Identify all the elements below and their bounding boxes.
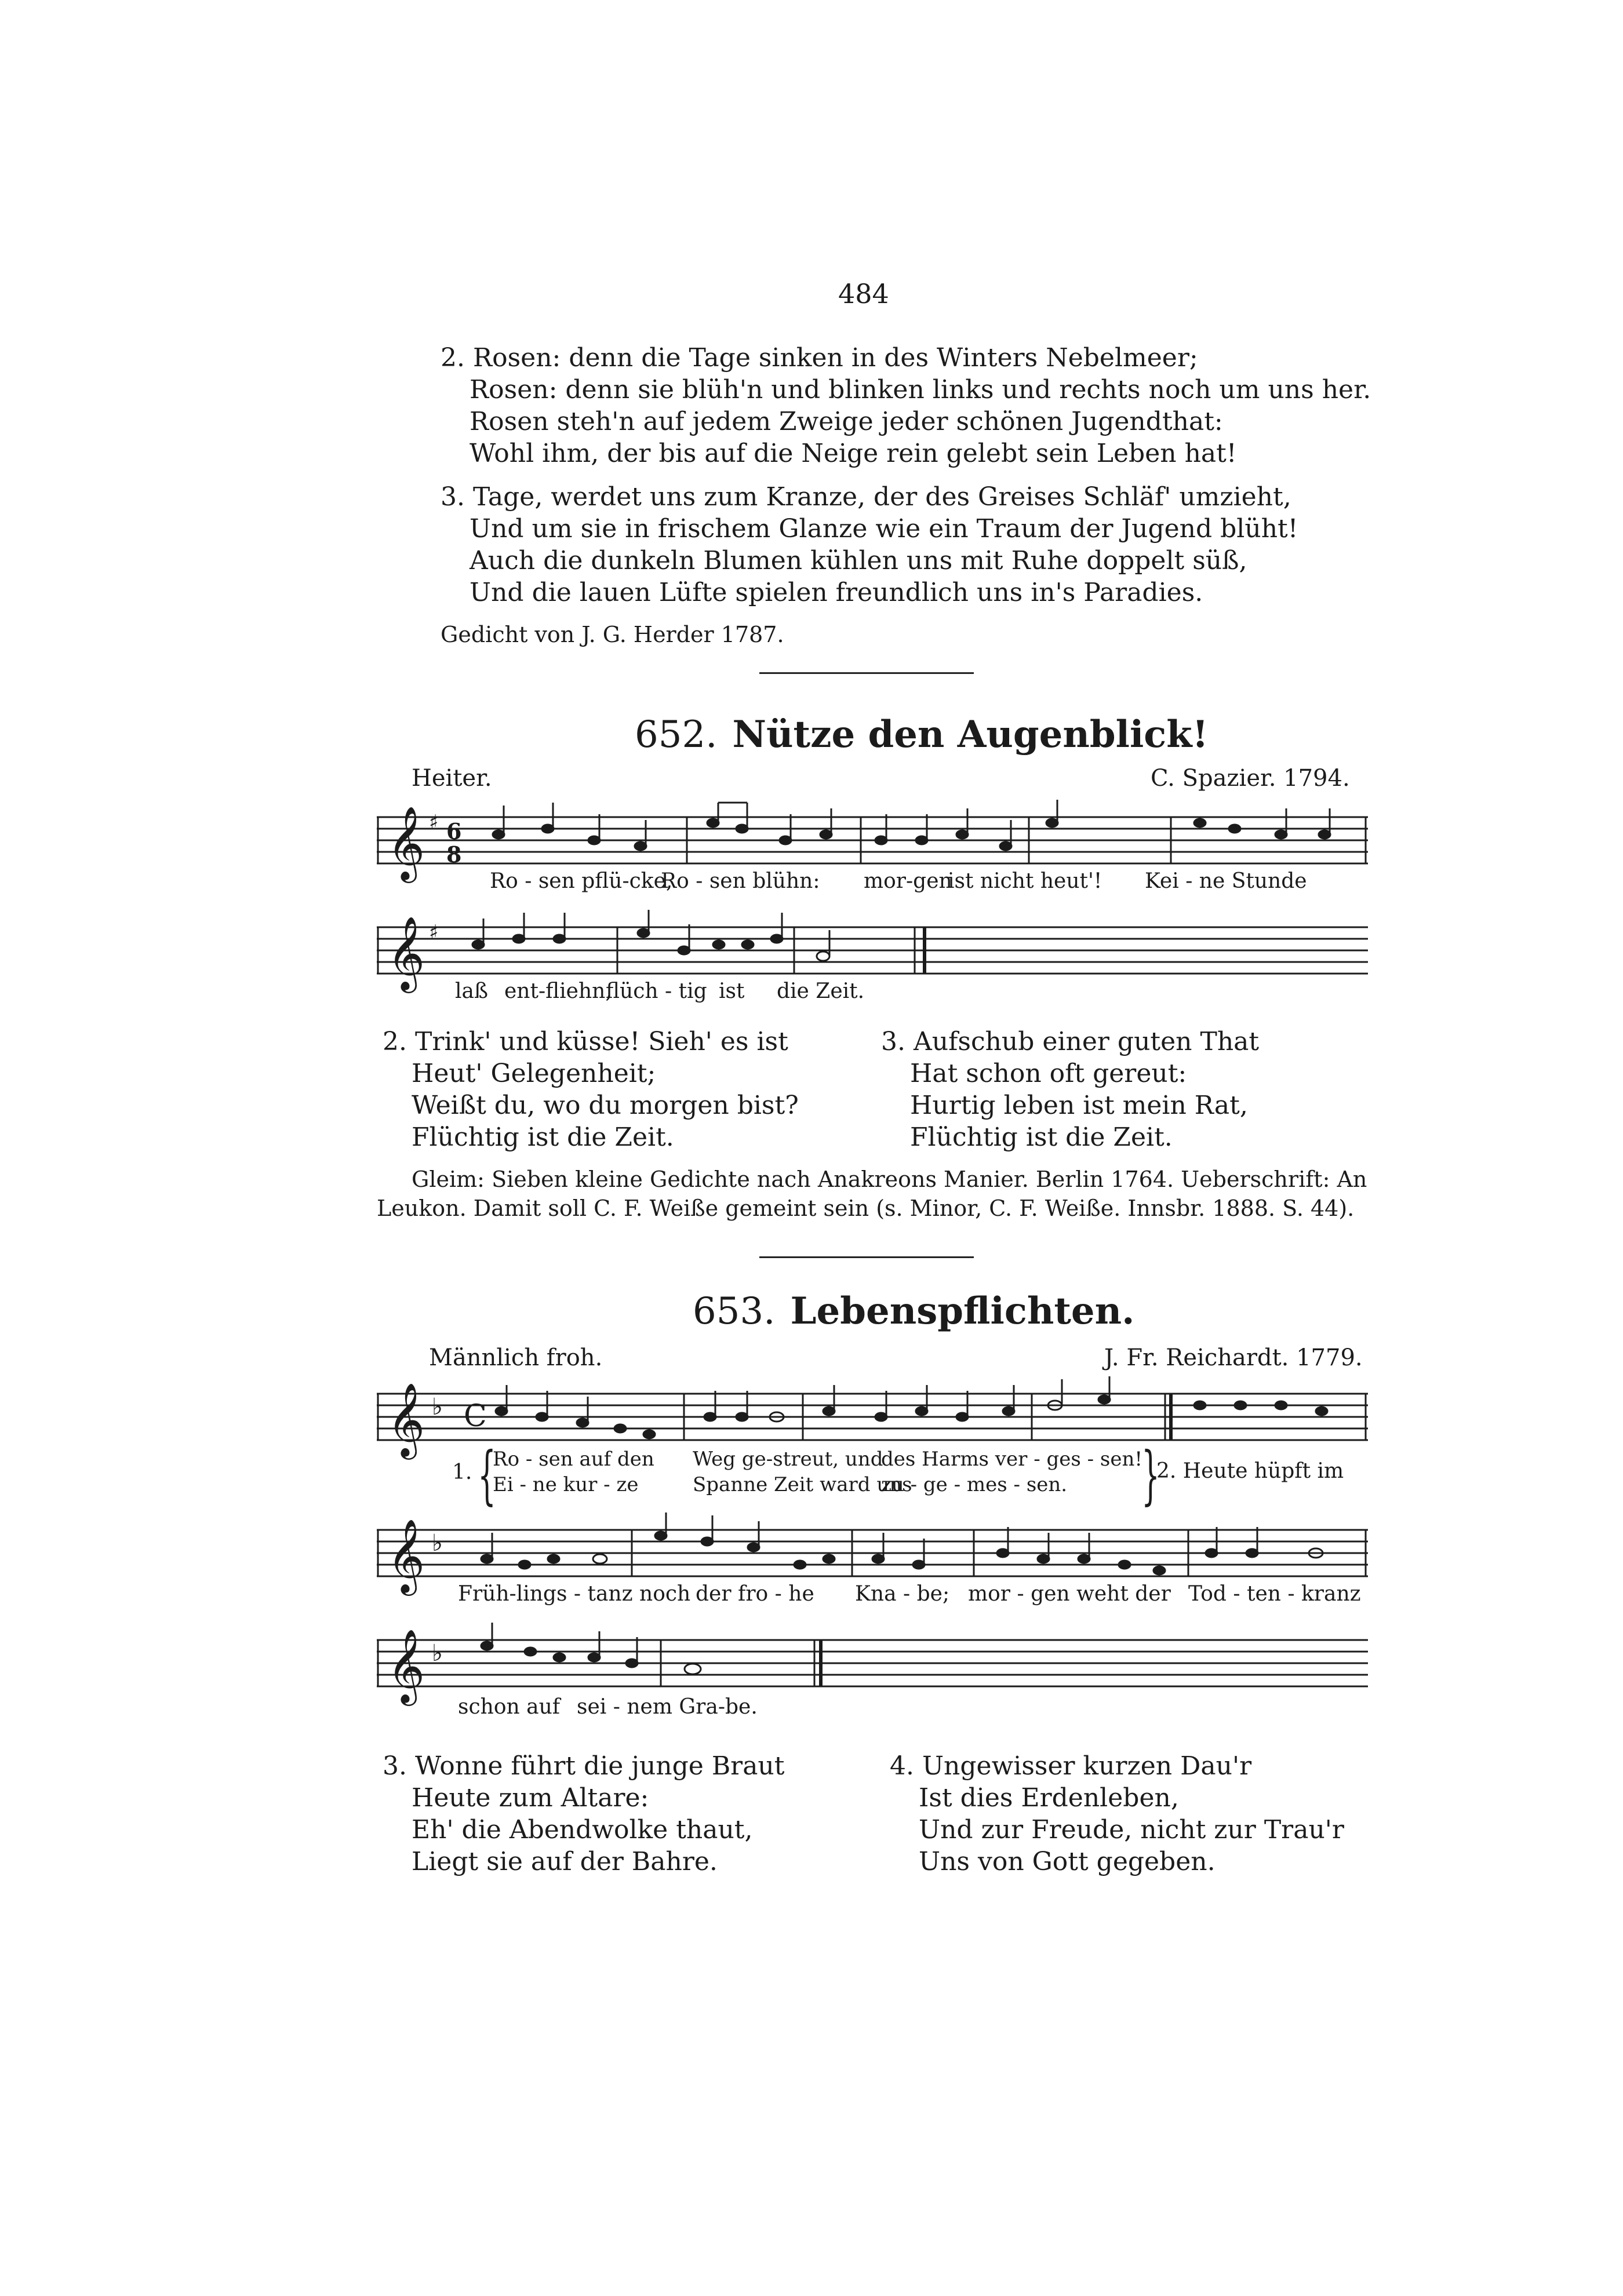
lyric-653-2b: der fro - he (696, 1582, 814, 1606)
song-653-number: 653. (693, 1290, 776, 1333)
sharp-icon: ♯ (429, 921, 439, 944)
brace-icon: { (1141, 1438, 1160, 1512)
verse-line: 4. Ungewisser kurzen Dau'r (890, 1751, 1252, 1781)
notes (493, 800, 1330, 850)
section-divider (759, 1256, 974, 1258)
song-652-note (377, 1165, 1367, 1223)
poem-line: 2. Rosen: denn die Tage sinken in des Winters Nebelmeer; (441, 343, 1198, 373)
lyric-653-3b: sei - nem Gra-be. (577, 1695, 758, 1719)
lyric-652-1b: Ro - sen blühn: (661, 869, 820, 893)
song-652-verse-2 (383, 1026, 799, 1153)
lyric-652-2b: ent-fliehn, (504, 979, 612, 1003)
brace-icon: { (478, 1438, 496, 1512)
song-652-verse-3 (881, 1026, 1259, 1153)
lyric-653-2c: Kna - be; (855, 1582, 950, 1606)
treble-clef-icon: 𝄞 (387, 806, 425, 880)
song-653-verse-4 (890, 1750, 1344, 1878)
verse-line: Liegt sie auf der Bahre. (412, 1847, 718, 1876)
lyric-653-1b-1: Ei - ne kur - ze (493, 1473, 639, 1496)
lyric-652-2c: flüch - tig (606, 979, 707, 1003)
note-line: Leukon. Damit soll C. F. Weiße gemeint sein (s. Minor, C. F. Weiße. Innsbr. 1888. S. 44). (377, 1196, 1355, 1221)
poem-source: Gedicht von J. G. Herder 1787. (441, 622, 784, 647)
note-line: Gleim: Sieben kleine Gedichte nach Anakreons Manier. Berlin 1764. Ueberschrift: An (412, 1167, 1367, 1192)
poem-line: Rosen: denn sie blüh'n und blinken links und rechts noch um uns her. (470, 375, 1371, 404)
verse-line: 3. Aufschub einer guten That (881, 1027, 1260, 1056)
lyric-653-1b-3: zu - ge - mes - sen. (881, 1473, 1068, 1496)
verse-line: Ist dies Erdenleben, (919, 1783, 1179, 1813)
lyric-653-2d: mor - gen weht der (968, 1582, 1171, 1606)
lyric-653-2a: Früh-lings - tanz noch (458, 1582, 691, 1606)
time-signature: C (464, 1399, 487, 1434)
lyric-653-3a: schon auf (458, 1695, 561, 1719)
song-653-composer: J. Fr. Reichardt. 1779. (1104, 1344, 1363, 1371)
verse-line: Heute zum Altare: (412, 1783, 649, 1813)
poem-line: Und die lauen Lüfte spielen freundlich uns in's Paradies. (470, 578, 1203, 607)
lyric-653-1c: 2. Heute hüpft im (1156, 1459, 1344, 1483)
song-653-verse-3 (383, 1750, 784, 1878)
lyric-653-1a-2: Weg ge-streut, und (693, 1448, 883, 1471)
time-signature-denominator: 8 (446, 841, 462, 868)
time-signature (446, 818, 461, 868)
verse-line: 2. Trink' und küsse! Sieh' es ist (383, 1027, 788, 1056)
verse-line: Hat schon oft gereut: (910, 1059, 1187, 1088)
song-653-heading (693, 1289, 1134, 1333)
flat-icon: ♭ (432, 1530, 443, 1557)
verse-line: Und zur Freude, nicht zur Trau'r (919, 1815, 1344, 1845)
lyric-652-1e: Kei - ne Stunde (1145, 869, 1307, 893)
song-652-tempo: Heiter. (412, 765, 492, 792)
notes (472, 910, 829, 961)
lyric-653-1a-3: des Harms ver - ges - sen! (881, 1448, 1143, 1471)
treble-clef-icon: 𝄞 (387, 916, 425, 990)
page-number: 484 (838, 278, 889, 309)
verse-line: Weißt du, wo du morgen bist? (412, 1091, 799, 1120)
lyric-652-1d: ist nicht heut'! (948, 869, 1102, 893)
time-signature-numerator: 6 (446, 818, 462, 844)
poem-line: 3. Tage, werdet uns zum Kranze, der des Greises Schläf' umzieht, (441, 482, 1291, 512)
lyric-653-1b-2: Spanne Zeit ward uns (693, 1473, 912, 1496)
poem-stanza-2 (441, 342, 1371, 469)
lyric-652-1c: mor-gen (864, 869, 952, 893)
poem-line: Auch die dunkeln Blumen kühlen uns mit Ruhe doppelt süß, (470, 546, 1247, 575)
lyric-652-2a: laß (455, 979, 489, 1003)
poem-line: Und um sie in frischem Glanze wie ein Traum der Jugend blüht! (470, 514, 1298, 544)
song-653-tempo: Männlich froh. (429, 1344, 603, 1371)
song-653-title: Lebenspflichten. (790, 1289, 1135, 1333)
verse-line: Flüchtig ist die Zeit. (412, 1123, 674, 1152)
verse-line: Heut' Gelegenheit; (412, 1059, 656, 1088)
lyric-653-1a-1: Ro - sen auf den (493, 1448, 654, 1471)
lyric-652-1a: Ro - sen pflü-cke, (490, 869, 673, 893)
verse-line: 3. Wonne führt die junge Braut (383, 1751, 785, 1781)
lyric-653-2e: Tod - ten - kranz (1188, 1582, 1361, 1606)
verse-number-653: 1. (452, 1460, 472, 1484)
flat-icon: ♭ (432, 1640, 443, 1667)
song-652-title: Nütze den Augenblick! (732, 713, 1209, 756)
song-652-number: 652. (635, 713, 718, 756)
treble-clef-icon: 𝄞 (387, 1628, 425, 1703)
flat-icon: ♭ (432, 1394, 443, 1420)
poem-line: Wohl ihm, der bis auf die Neige rein gelebt sein Leben hat! (470, 439, 1237, 468)
treble-clef-icon: 𝄞 (387, 1518, 425, 1592)
lyric-652-2d: ist (719, 979, 745, 1003)
verse-line: Uns von Gott gegeben. (919, 1847, 1216, 1876)
song-652-composer: C. Spazier. 1794. (1151, 765, 1350, 792)
verse-line: Flüchtig ist die Zeit. (910, 1123, 1173, 1152)
song-652-heading (635, 713, 1209, 756)
verse-line: Eh' die Abendwolke thaut, (412, 1815, 753, 1845)
verse-line: Hurtig leben ist mein Rat, (910, 1091, 1248, 1120)
notes (481, 1623, 701, 1674)
section-divider (759, 672, 974, 674)
lyric-652-2e: die Zeit. (777, 979, 865, 1003)
poem-stanza-3 (441, 481, 1298, 608)
poem-line: Rosen steh'n auf jedem Zweige jeder schönen Jugendthat: (470, 407, 1223, 436)
treble-clef-icon: 𝄞 (387, 1382, 425, 1456)
sharp-icon: ♯ (429, 811, 439, 834)
